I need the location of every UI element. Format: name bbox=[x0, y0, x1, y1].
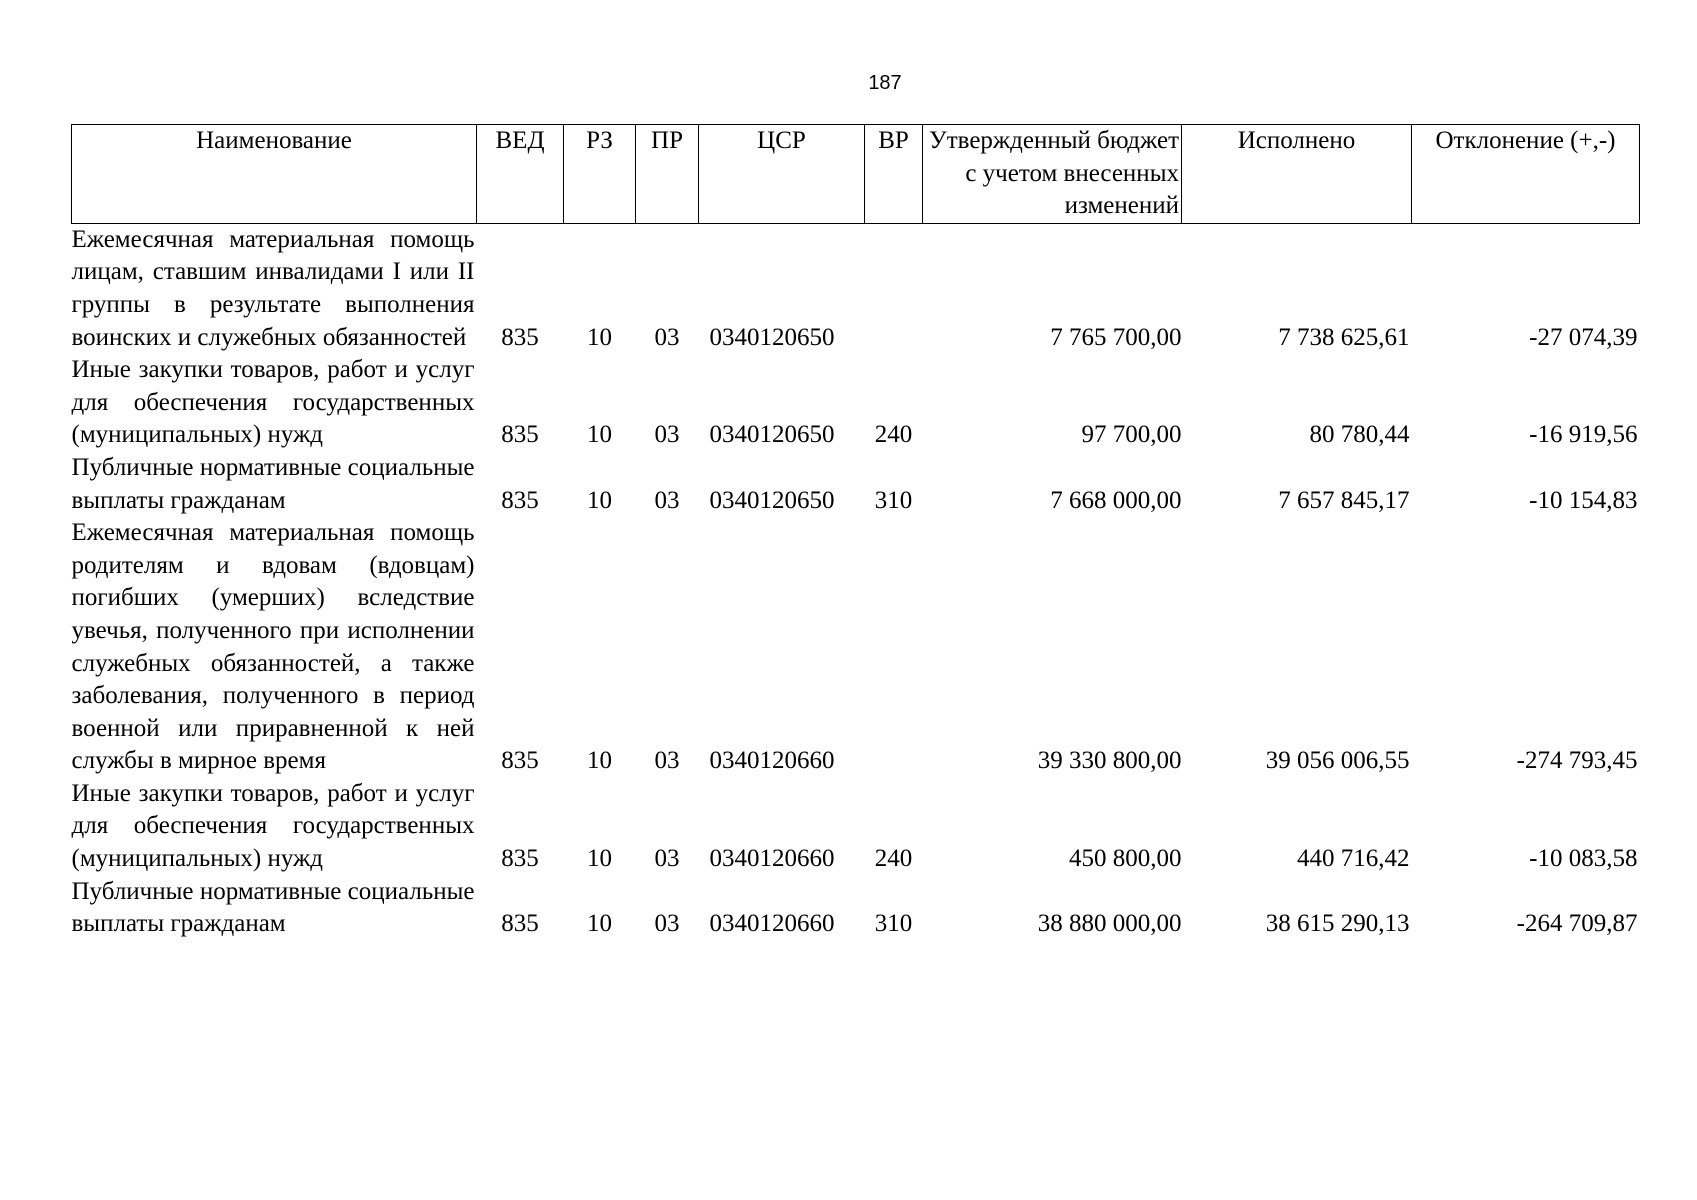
row-ved: 835 bbox=[501, 421, 539, 449]
row-ved: 835 bbox=[501, 486, 539, 514]
header-vr: ВР bbox=[865, 125, 923, 224]
row-approved-budget: 38 880 000,00 bbox=[1037, 910, 1182, 938]
row-rz: 10 bbox=[587, 845, 612, 873]
table-row bbox=[72, 876, 1640, 941]
header-name: Наименование bbox=[72, 125, 477, 224]
table-row bbox=[72, 223, 1640, 354]
row-pr: 03 bbox=[654, 910, 680, 938]
header-approved-budget: Утвержденный бюджет с учетом внесенных изменений bbox=[923, 125, 1182, 224]
row-pr: 03 bbox=[654, 486, 680, 514]
table-row bbox=[72, 452, 1640, 517]
row-name: Публичные нормативные социальные выплаты гражданам bbox=[71, 877, 475, 938]
row-name: Иные закупки товаров, работ и услуг для обеспечения государственных (муниципальных) нужд bbox=[71, 779, 475, 873]
row-vr bbox=[865, 223, 923, 354]
row-pr: 03 bbox=[654, 747, 680, 775]
row-ved: 835 bbox=[501, 910, 539, 938]
row-deviation: -10 083,58 bbox=[1529, 845, 1638, 873]
row-rz: 10 bbox=[587, 421, 612, 449]
row-deviation: -274 793,45 bbox=[1516, 747, 1638, 775]
header-deviation: Отклонение (+,-) bbox=[1412, 125, 1640, 224]
row-executed: 80 780,44 bbox=[1309, 421, 1410, 449]
row-deviation: -27 074,39 bbox=[1529, 323, 1638, 351]
row-vr: 240 bbox=[874, 421, 913, 449]
table-row bbox=[72, 778, 1640, 876]
row-rz: 10 bbox=[587, 323, 612, 351]
header-rz: РЗ bbox=[564, 125, 636, 224]
row-csr: 0340120660 bbox=[709, 747, 835, 775]
row-approved-budget: 7 668 000,00 bbox=[1050, 486, 1182, 514]
header-executed: Исполнено bbox=[1182, 125, 1412, 224]
row-csr: 0340120650 bbox=[709, 421, 835, 449]
row-name: Ежемесячная материальная помощь родителям и вдовам (вдовцам) погибших (умерших) вследствие увечья, полученного при исполнении служебных обязанностей, а также заболевания, полученного в период военной или приравненной к ней службы в мирное время bbox=[71, 519, 475, 775]
row-executed: 7 738 625,61 bbox=[1278, 323, 1410, 351]
row-pr: 03 bbox=[654, 421, 680, 449]
table-row bbox=[72, 517, 1640, 778]
row-ved: 835 bbox=[501, 323, 539, 351]
row-approved-budget: 39 330 800,00 bbox=[1037, 747, 1182, 775]
row-ved: 835 bbox=[501, 747, 539, 775]
row-csr: 0340120650 bbox=[709, 486, 835, 514]
row-ved: 835 bbox=[501, 845, 539, 873]
row-vr: 310 bbox=[874, 910, 913, 938]
row-executed: 7 657 845,17 bbox=[1278, 486, 1410, 514]
table-header-row bbox=[72, 125, 1640, 224]
row-vr: 240 bbox=[874, 845, 913, 873]
row-approved-budget: 97 700,00 bbox=[1081, 421, 1182, 449]
header-csr: ЦСР bbox=[699, 125, 865, 224]
row-pr: 03 bbox=[654, 323, 680, 351]
row-name: Ежемесячная материальная помощь лицам, ставшим инвалидами I или II группы в результате выполнения воинских и служебных обязанностей bbox=[71, 225, 475, 351]
row-deviation: -16 919,56 bbox=[1529, 421, 1638, 449]
row-vr bbox=[865, 517, 923, 778]
row-rz: 10 bbox=[587, 747, 612, 775]
row-rz: 10 bbox=[587, 910, 612, 938]
row-csr: 0340120660 bbox=[709, 845, 835, 873]
row-executed: 39 056 006,55 bbox=[1265, 747, 1410, 775]
table-row bbox=[72, 354, 1640, 452]
row-name: Публичные нормативные социальные выплаты гражданам bbox=[71, 453, 475, 514]
row-deviation: -10 154,83 bbox=[1529, 486, 1638, 514]
budget-execution-table bbox=[71, 124, 1640, 941]
page-number: 187 bbox=[868, 72, 902, 94]
row-csr: 0340120650 bbox=[709, 323, 835, 351]
header-ved: ВЕД bbox=[477, 125, 564, 224]
row-name: Иные закупки товаров, работ и услуг для обеспечения государственных (муниципальных) нужд bbox=[71, 356, 475, 449]
row-executed: 440 716,42 bbox=[1297, 845, 1410, 873]
row-pr: 03 bbox=[654, 845, 680, 873]
row-rz: 10 bbox=[587, 486, 612, 514]
row-vr: 310 bbox=[874, 486, 913, 514]
row-csr: 0340120660 bbox=[709, 910, 835, 938]
row-deviation: -264 709,87 bbox=[1516, 910, 1638, 938]
row-executed: 38 615 290,13 bbox=[1265, 910, 1410, 938]
row-approved-budget: 450 800,00 bbox=[1069, 845, 1182, 873]
row-approved-budget: 7 765 700,00 bbox=[1050, 323, 1182, 351]
header-pr: ПР bbox=[636, 125, 699, 224]
